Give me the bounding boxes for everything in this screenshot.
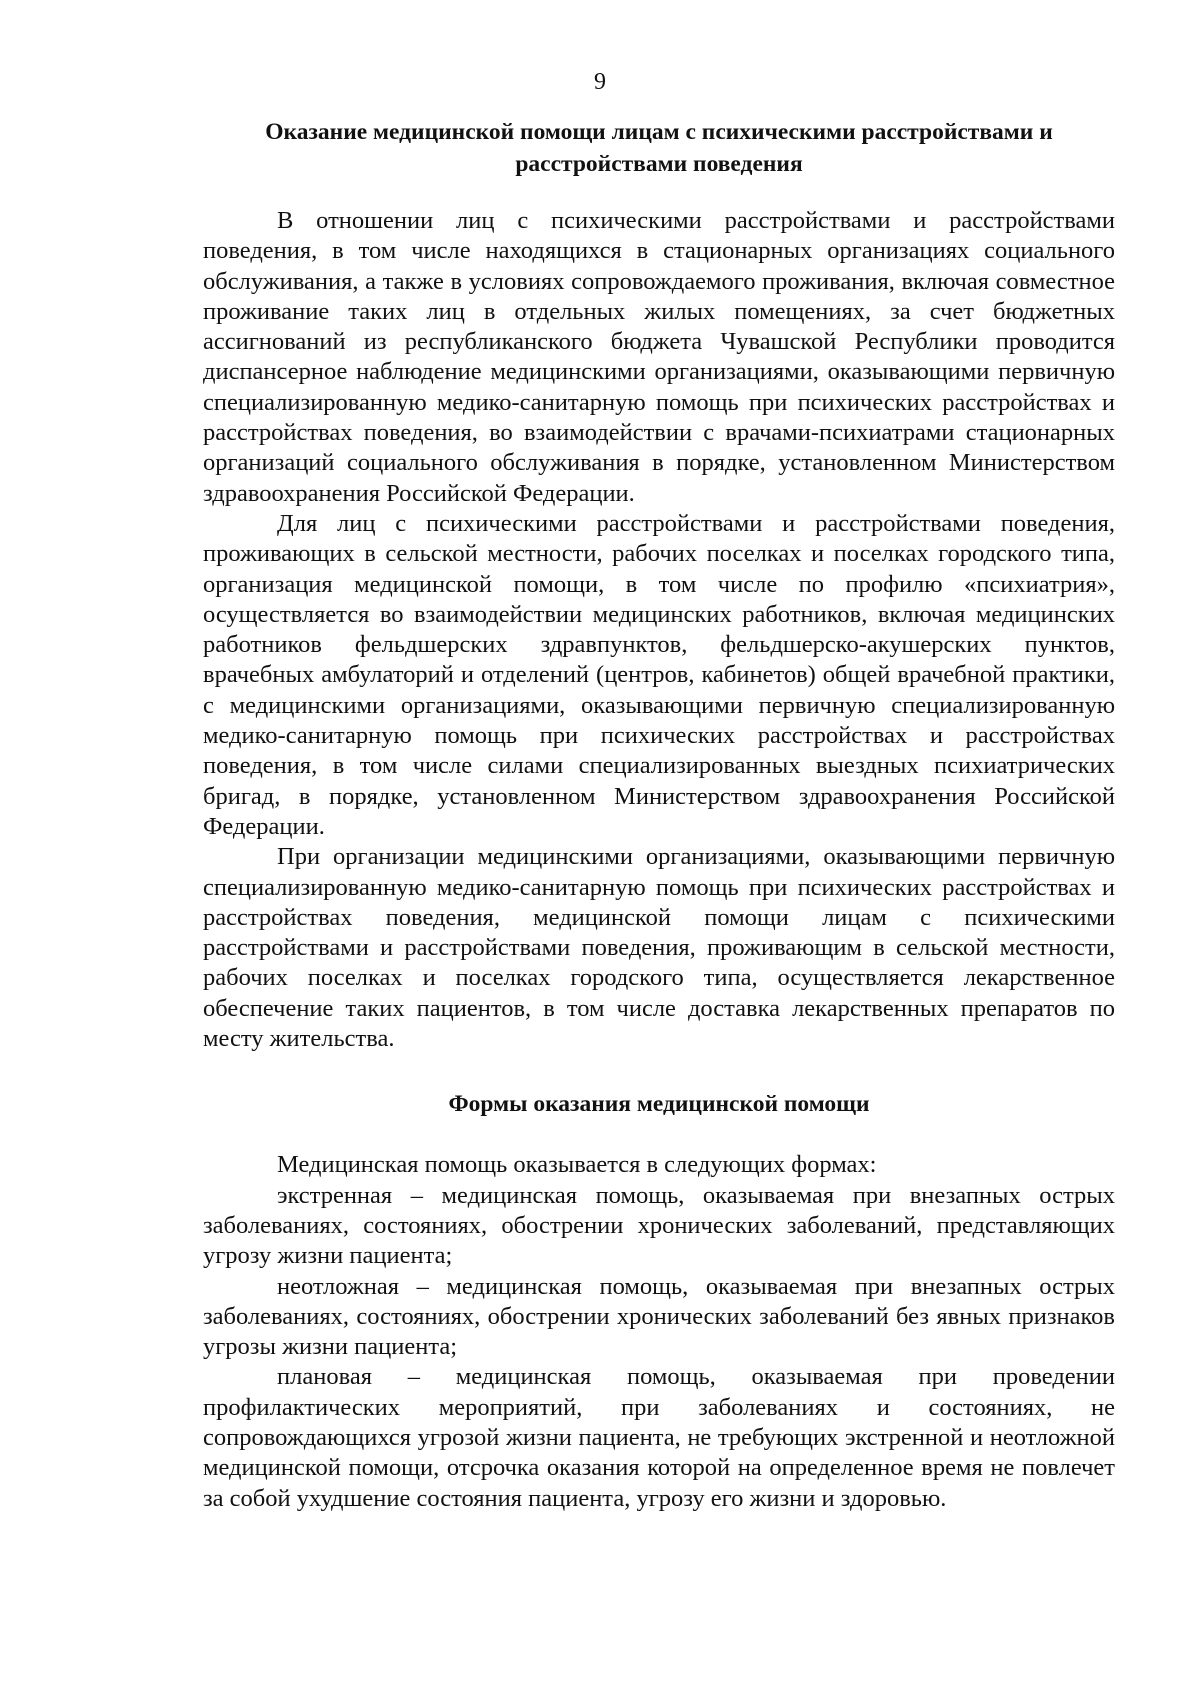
page-number: 9 — [594, 69, 606, 95]
paragraph-drug-provision: При организации медицинскими организациями, оказывающими первичную специализированную медико-санитарную помощь при психических расстройствах и расстройствах поведения, медицинской помощи лицам с психическими расстройствами и расстройствами поведения, проживающим в сельской местности, рабочих поселках и поселках городского типа, осуществляется лекарственное обеспечение таких пациентов, в том числе доставка лекарственных препаратов по месту жительства. — [203, 843, 1115, 1053]
paragraph-form-urgent: неотложная – медицинская помощь, оказываемая при внезапных острых заболеваниях, состояниях, обострении хронических заболеваний без явных признаков угрозы жизни пациента; — [203, 1272, 1115, 1361]
paragraph-forms-intro: Медицинская помощь оказывается в следующих формах: — [277, 1151, 877, 1179]
paragraph-form-emergency: экстренная – медицинская помощь, оказываемая при внезапных острых заболеваниях, состояниях, обострении хронических заболеваний, представляющих угрозу жизни пациента; — [203, 1181, 1115, 1270]
section-title-psychiatric-care: Оказание медицинской помощи лицам с психическими расстройствами и расстройствами поведения — [265, 119, 1053, 177]
section-title-care-forms: Формы оказания медицинской помощи — [448, 1091, 870, 1118]
paragraph-rural-care-organization: Для лиц с психическими расстройствами и расстройствами поведения, проживающих в сельской местности, рабочих поселках и поселках городского типа, организация медицинской помощи, в том числе по профилю «психиатрия», осуществляется во взаимодействии медицинских работников, включая медицинских работников фельдшерских здравпунктов, фельдшерско-акушерских пунктов, врачебных амбулаторий и отделений (центров, кабинетов) общей врачебной практики, с медицинскими организациями, оказывающими первичную специализированную медико-санитарную помощь при психических расстройствах и расстройствах поведения, в том числе силами специализированных выездных психиатрических бригад, в порядке, установленном Министерством здравоохранения Российской Федерации. — [203, 509, 1115, 840]
paragraph-form-planned: плановая – медицинская помощь, оказываемая при проведении профилактических мероприятий, при заболеваниях и состояниях, не сопровождающихся угрозой жизни пациента, не требующих экстренной и неотложной медицинской помощи, отсрочка оказания которой на определенное время не повлечет за собой ухудшение состояния пациента, угрозу его жизни и здоровью. — [203, 1363, 1115, 1512]
document-body — [203, 116, 1115, 1514]
paragraph-dispensary-observation: В отношении лиц с психическими расстройствами и расстройствами поведения, в том числе находящихся в стационарных организациях социального обслуживания, а также в условиях сопровождаемого проживания, включая совместное проживание таких лиц в отдельных жилых помещениях, за счет бюджетных ассигнований из республиканского бюджета Чувашской Республики проводится диспансерное наблюдение медицинскими организациями, оказывающими первичную специализированную медико-санитарную помощь при психических расстройствах и расстройствах поведения, во взаимодействии с врачами-психиатрами стационарных организаций социального обслуживания в порядке, установленном Министерством здравоохранения Российской Федерации. — [203, 207, 1115, 507]
